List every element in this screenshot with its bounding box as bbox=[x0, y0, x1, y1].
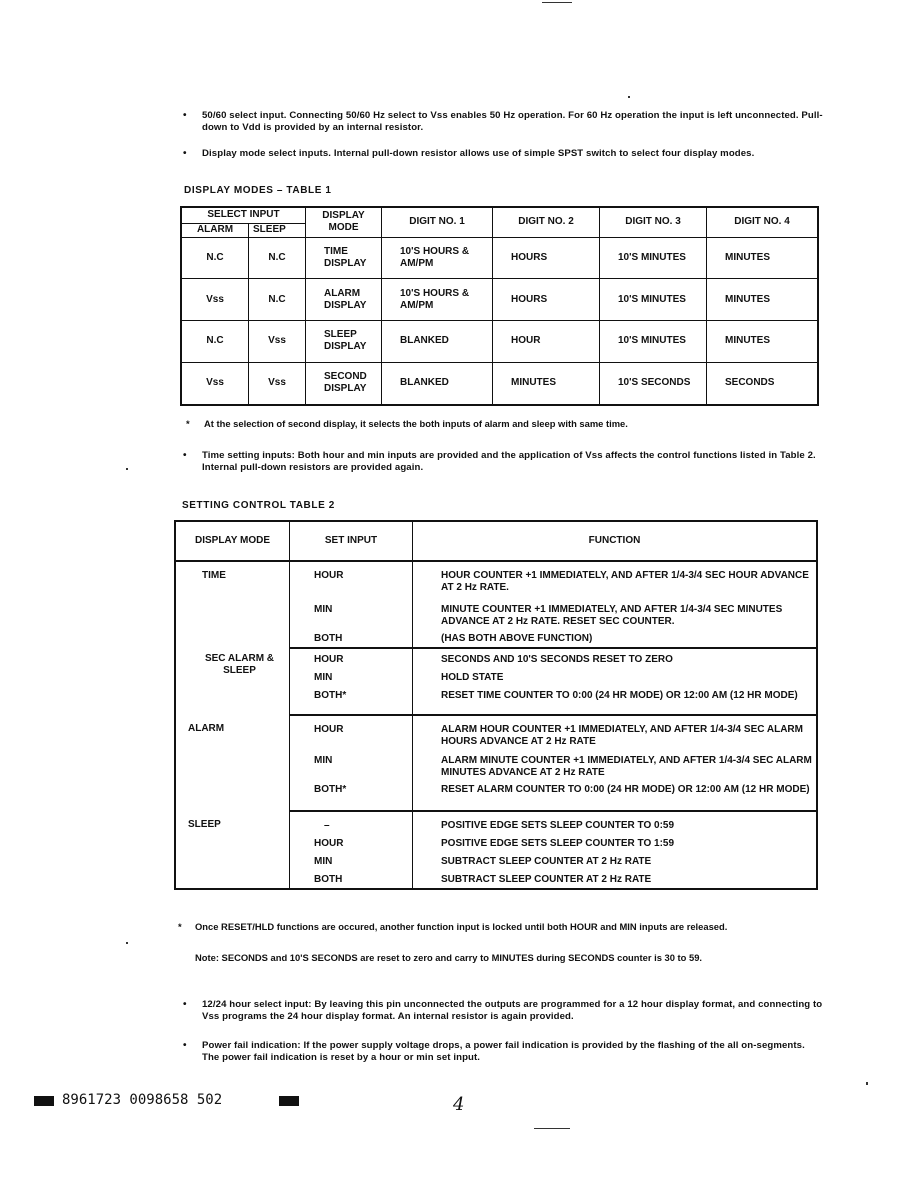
page-number: 4 bbox=[453, 1094, 465, 1115]
cell-set: BOTH bbox=[290, 628, 413, 648]
cell-digit-3: 10'S MINUTES bbox=[600, 279, 707, 321]
cell-alarm: N.C bbox=[181, 321, 249, 363]
display-modes-table bbox=[180, 206, 819, 406]
cell-mode: ALARM DISPLAY bbox=[306, 279, 382, 321]
cell-function: ALARM HOUR COUNTER +1 IMMEDIATELY, AND AFTER 1/4-3/4 SEC ALARM HOURS ADVANCE AT 2 Hz RATE bbox=[413, 715, 818, 749]
cell-set: – bbox=[290, 811, 413, 833]
cell-mode: TIME bbox=[175, 561, 290, 648]
cell-function: SUBTRACT SLEEP COUNTER AT 2 Hz RATE bbox=[413, 869, 818, 889]
cell-set: BOTH* bbox=[290, 685, 413, 715]
header-digit-4: DIGIT NO. 4 bbox=[707, 207, 819, 237]
cell-sleep: Vss bbox=[249, 362, 306, 405]
header-alarm: ALARM bbox=[181, 223, 249, 237]
header-digit-2: DIGIT NO. 2 bbox=[493, 207, 600, 237]
cell-digit-2: MINUTES bbox=[493, 362, 600, 405]
cell-digit-4: MINUTES bbox=[707, 237, 819, 279]
scan-artifact bbox=[534, 1128, 570, 1129]
footer-block-left bbox=[34, 1096, 54, 1106]
bullet-power-fail: Power fail indication: If the power supply voltage drops, a power fail indication is provided by the flashing of the all on-segments. The power fail indication is reset by a hour or min set input. bbox=[202, 1040, 805, 1063]
cell-mode: SLEEP DISPLAY bbox=[306, 321, 382, 363]
asterisk-marker: * bbox=[186, 418, 190, 429]
table-row bbox=[175, 648, 817, 667]
cell-digit-1: 10'S HOURS & AM/PM bbox=[382, 237, 493, 279]
table-row bbox=[181, 279, 818, 321]
table-row bbox=[181, 237, 818, 279]
scan-artifact bbox=[866, 1082, 868, 1085]
table-row bbox=[175, 561, 817, 596]
cell-function: SUBTRACT SLEEP COUNTER AT 2 Hz RATE bbox=[413, 851, 818, 869]
cell-mode: SLEEP bbox=[175, 811, 290, 889]
cell-digit-2: HOUR bbox=[493, 321, 600, 363]
cell-function: HOLD STATE bbox=[413, 667, 818, 685]
cell-digit-3: 10'S SECONDS bbox=[600, 362, 707, 405]
cell-mode: ALARM bbox=[175, 715, 290, 811]
cell-set: MIN bbox=[290, 667, 413, 685]
header-sleep: SLEEP bbox=[249, 223, 306, 237]
cell-digit-3: 10'S MINUTES bbox=[600, 237, 707, 279]
cell-digit-3: 10'S MINUTES bbox=[600, 321, 707, 363]
cell-set: HOUR bbox=[290, 715, 413, 749]
cell-alarm: N.C bbox=[181, 237, 249, 279]
table2-footnote: Once RESET/HLD functions are occured, another function input is locked until both HOUR and MIN inputs are released. bbox=[195, 921, 728, 932]
table1-footnote: At the selection of second display, it selects the both inputs of alarm and sleep with same time. bbox=[204, 418, 628, 429]
cell-mode: SEC ALARM & SLEEP bbox=[175, 648, 290, 715]
cell-digit-4: MINUTES bbox=[707, 321, 819, 363]
cell-alarm: Vss bbox=[181, 362, 249, 405]
cell-mode: TIME DISPLAY bbox=[306, 237, 382, 279]
table2-note: Note: SECONDS and 10'S SECONDS are reset to zero and carry to MINUTES during SECONDS counter is 30 to 59. bbox=[195, 952, 703, 963]
cell-set: MIN bbox=[290, 851, 413, 869]
cell-function: (HAS BOTH ABOVE FUNCTION) bbox=[413, 628, 818, 648]
cell-digit-1: BLANKED bbox=[382, 362, 493, 405]
scan-artifact bbox=[126, 942, 128, 944]
bullet-marker: • bbox=[183, 1040, 187, 1051]
cell-set: BOTH* bbox=[290, 779, 413, 811]
cell-function: POSITIVE EDGE SETS SLEEP COUNTER TO 0:59 bbox=[413, 811, 818, 833]
bullet-time-setting: Time setting inputs: Both hour and min inputs are provided and the application of Vss affects the control functions listed in Table 2. Internal pull-down resistors are provided again. bbox=[202, 450, 816, 473]
cell-digit-2: HOURS bbox=[493, 237, 600, 279]
cell-set: MIN bbox=[290, 749, 413, 779]
bullet-marker: • bbox=[183, 148, 187, 159]
cell-function: SECONDS AND 10'S SECONDS RESET TO ZERO bbox=[413, 648, 818, 667]
cell-function: RESET TIME COUNTER TO 0:00 (24 HR MODE) OR 12:00 AM (12 HR MODE) bbox=[413, 685, 818, 715]
header-set-input: SET INPUT bbox=[290, 521, 413, 561]
bullet-marker: • bbox=[183, 110, 187, 121]
cell-set: HOUR bbox=[290, 561, 413, 596]
cell-function: ALARM MINUTE COUNTER +1 IMMEDIATELY, AND AFTER 1/4-3/4 SEC ALARM MINUTES ADVANCE AT 2 Hz RATE bbox=[413, 749, 818, 779]
cell-set: HOUR bbox=[290, 648, 413, 667]
bullet-12-24-select: 12/24 hour select input: By leaving this pin unconnected the outputs are programmed for a 12 hour display format, and connecting to Vss programs the 24 hour display format. An internal resistor is again provided. bbox=[202, 999, 823, 1022]
cell-digit-2: HOURS bbox=[493, 279, 600, 321]
cell-alarm: Vss bbox=[181, 279, 249, 321]
cell-sleep: N.C bbox=[249, 279, 306, 321]
cell-digit-1: BLANKED bbox=[382, 321, 493, 363]
cell-digit-4: SECONDS bbox=[707, 362, 819, 405]
cell-mode: SECOND DISPLAY bbox=[306, 362, 382, 405]
footer-block-right bbox=[279, 1096, 299, 1106]
scan-artifact bbox=[628, 96, 630, 98]
header-select-input: SELECT INPUT bbox=[181, 207, 306, 223]
cell-set: BOTH bbox=[290, 869, 413, 889]
bullet-display-mode-select: Display mode select inputs. Internal pull-down resistor allows use of simple SPST switch to select four display modes. bbox=[202, 148, 755, 159]
bullet-marker: • bbox=[183, 450, 187, 461]
scan-artifact bbox=[542, 2, 572, 3]
table1-title: DISPLAY MODES – TABLE 1 bbox=[184, 185, 332, 196]
table2-title: SETTING CONTROL TABLE 2 bbox=[182, 500, 335, 511]
table-row bbox=[181, 362, 818, 405]
header-display-mode: DISPLAY MODE bbox=[175, 521, 290, 561]
cell-sleep: N.C bbox=[249, 237, 306, 279]
table-row bbox=[175, 715, 817, 749]
footer-barcode-number: 8961723 0098658 502 bbox=[62, 1092, 223, 1108]
header-digit-3: DIGIT NO. 3 bbox=[600, 207, 707, 237]
table-row bbox=[175, 811, 817, 833]
table-row bbox=[181, 321, 818, 363]
cell-sleep: Vss bbox=[249, 321, 306, 363]
cell-function: HOUR COUNTER +1 IMMEDIATELY, AND AFTER 1/4-3/4 SEC HOUR ADVANCE AT 2 Hz RATE. bbox=[413, 561, 818, 596]
cell-function: RESET ALARM COUNTER TO 0:00 (24 HR MODE) OR 12:00 AM (12 HR MODE) bbox=[413, 779, 818, 811]
cell-set: HOUR bbox=[290, 833, 413, 851]
header-digit-1: DIGIT NO. 1 bbox=[382, 207, 493, 237]
cell-function: POSITIVE EDGE SETS SLEEP COUNTER TO 1:59 bbox=[413, 833, 818, 851]
cell-digit-1: 10'S HOURS & AM/PM bbox=[382, 279, 493, 321]
header-function: FUNCTION bbox=[413, 521, 818, 561]
cell-function: MINUTE COUNTER +1 IMMEDIATELY, AND AFTER 1/4-3/4 SEC MINUTES ADVANCE AT 2 Hz RATE. RESET SEC COUNTER. bbox=[413, 596, 818, 628]
header-display-mode: DISPLAY MODE bbox=[306, 207, 382, 237]
bullet-50-60-select: 50/60 select input. Connecting 50/60 Hz select to Vss enables 50 Hz operation. For 60 Hz operation the input is left unconnected. Pull-down to Vdd is provided by an internal resistor. bbox=[202, 110, 823, 133]
scan-artifact bbox=[126, 468, 128, 470]
cell-set: MIN bbox=[290, 596, 413, 628]
setting-control-table bbox=[174, 520, 818, 890]
bullet-marker: • bbox=[183, 999, 187, 1010]
asterisk-marker: * bbox=[178, 921, 182, 932]
cell-digit-4: MINUTES bbox=[707, 279, 819, 321]
